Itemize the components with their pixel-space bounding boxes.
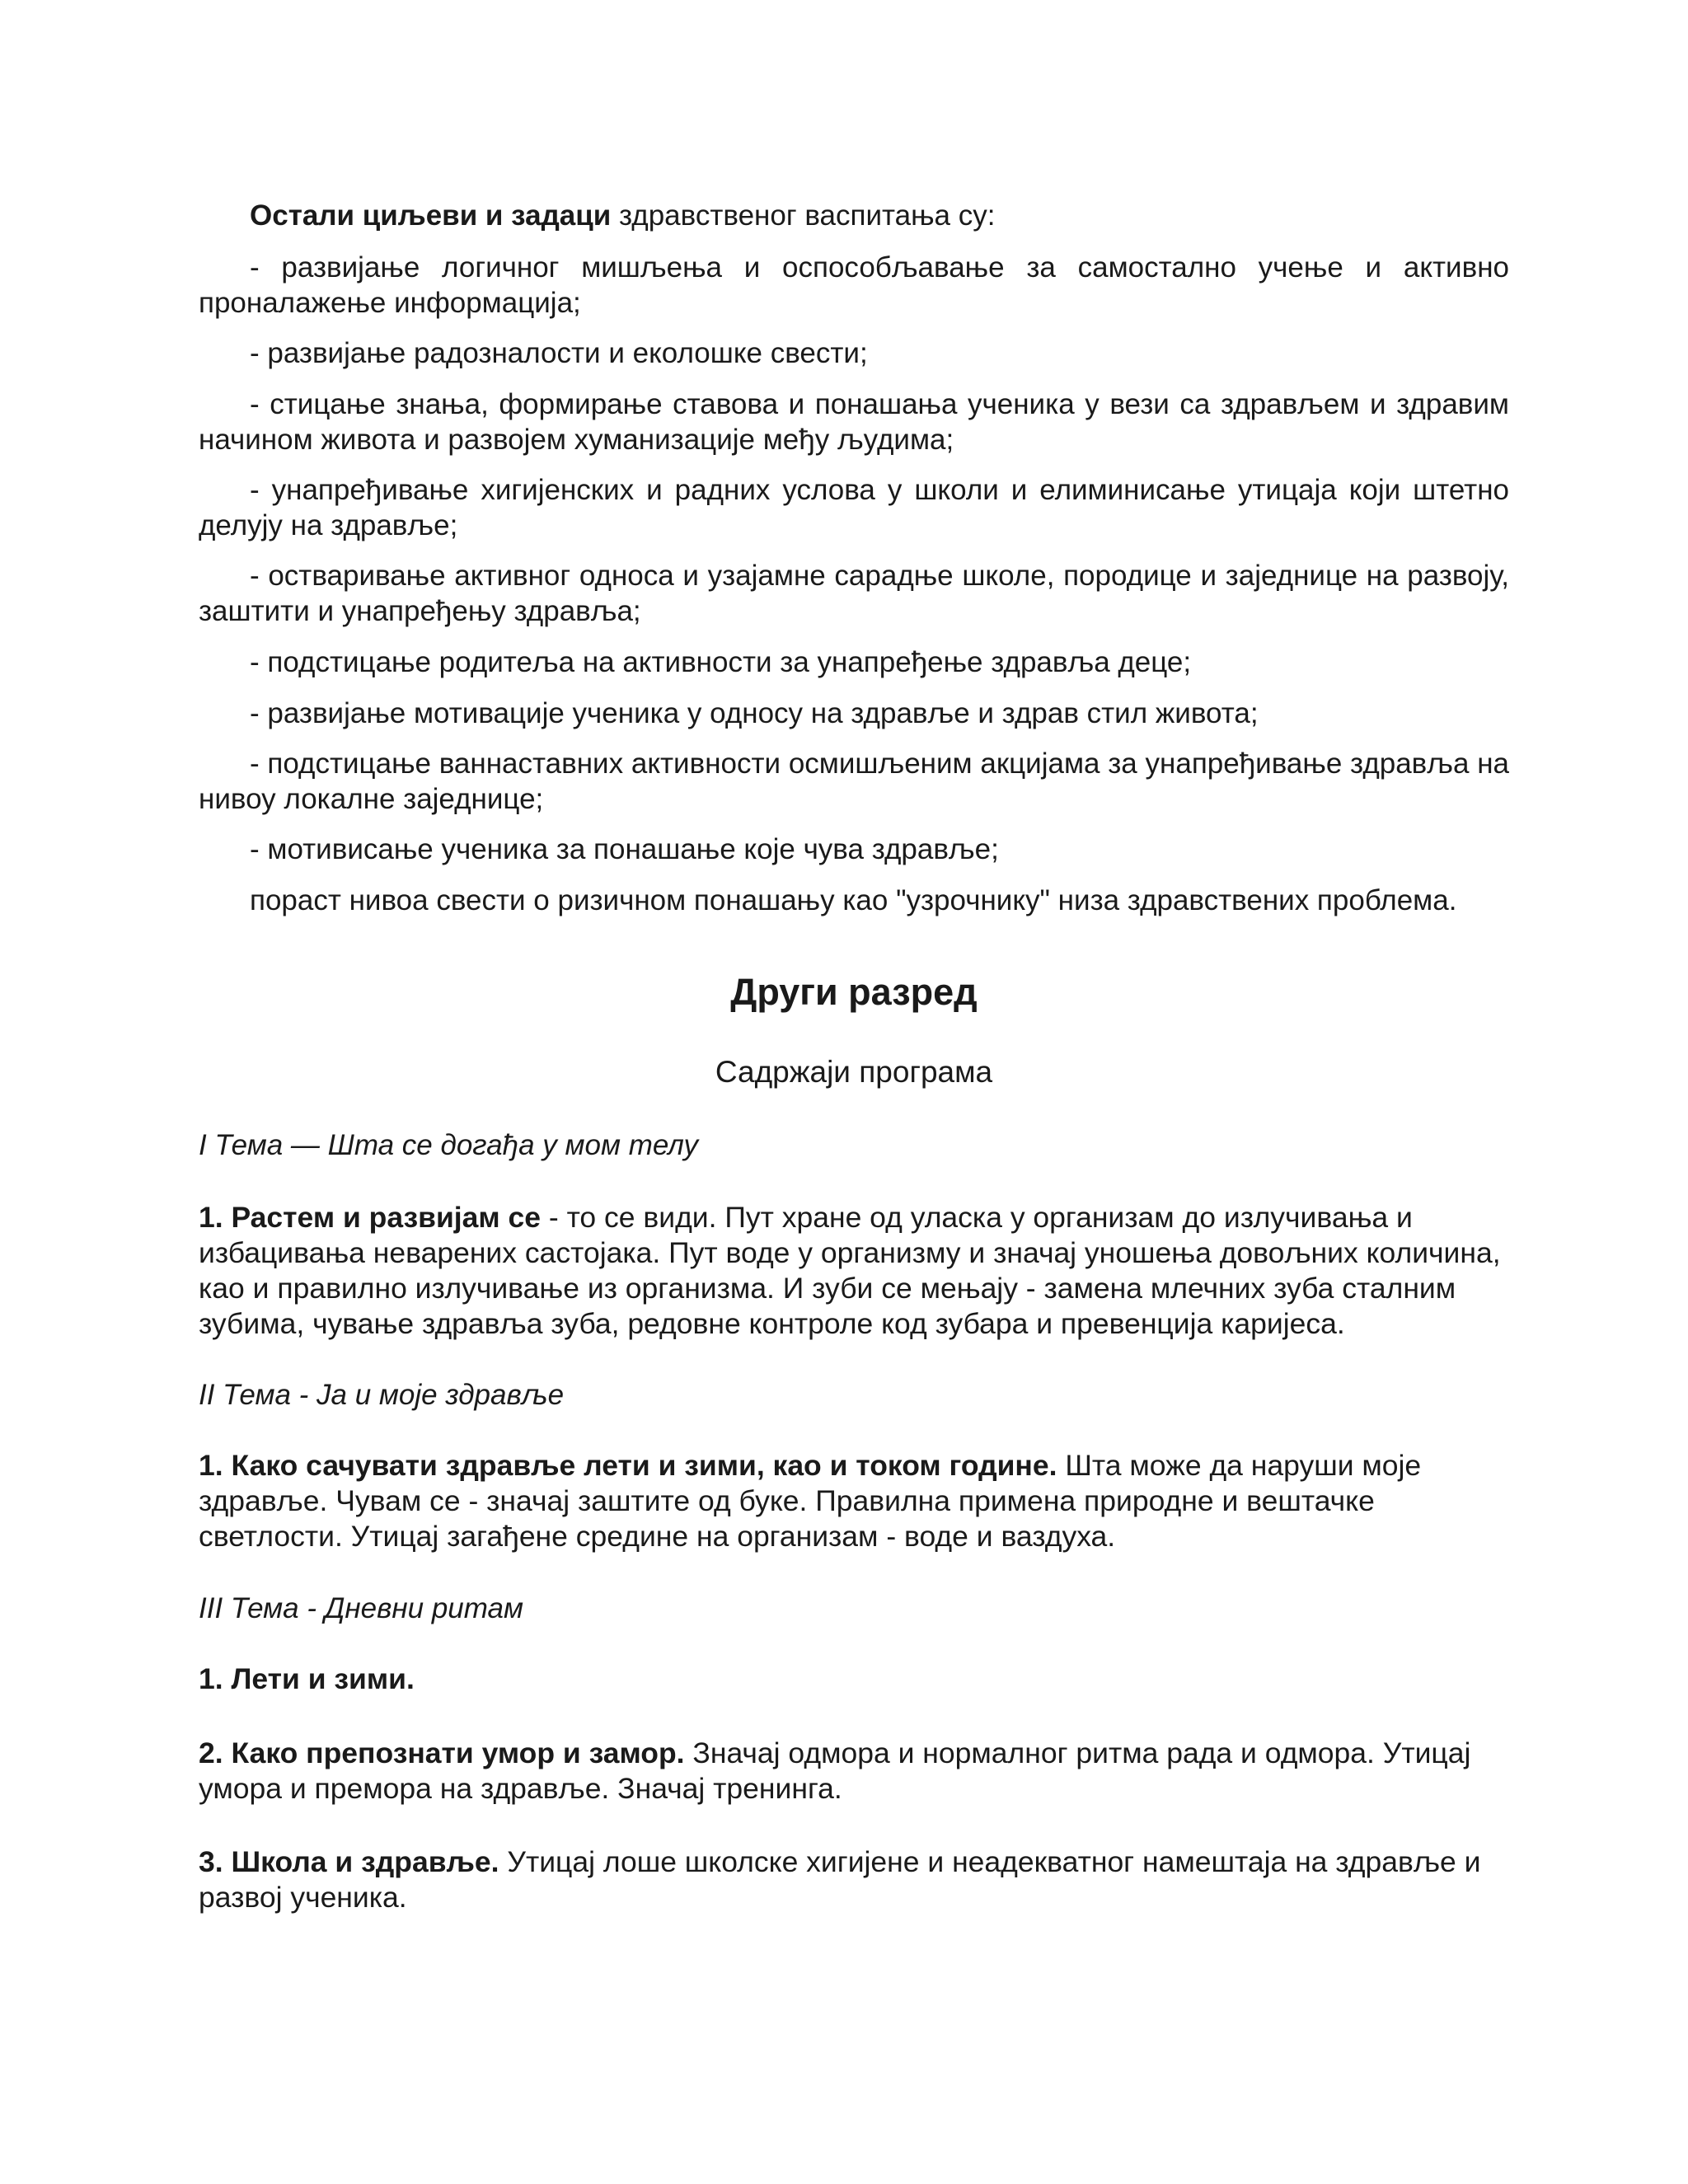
goal-item: пораст нивоа свести о ризичном понашању као "узрочнику" низа здравствених проблема. bbox=[250, 884, 1457, 916]
theme-heading: III Тема - Дневни ритам bbox=[199, 1592, 523, 1624]
theme-item-bold: 2. Како препознати умор и замор. bbox=[199, 1736, 685, 1769]
section-subtitle: Садржаји програма bbox=[715, 1055, 993, 1089]
theme-item-bold: 3. Школа и здравље. bbox=[199, 1845, 499, 1878]
goals-intro-bold: Остали циљеви и задаци bbox=[250, 199, 612, 232]
theme-item bbox=[199, 1200, 1509, 1342]
goal-item: - развијање радозналости и еколошке свести; bbox=[250, 337, 868, 369]
goal-item: - мотивисање ученика за понашање које чува здравље; bbox=[250, 833, 999, 865]
goals-intro bbox=[199, 198, 1509, 233]
goal-item: - развијање мотивације ученика у односу на здравље и здрав стил живота; bbox=[250, 697, 1259, 729]
goals-intro-rest: здравственог васпитања су: bbox=[611, 199, 996, 232]
theme-item-text: - то се види. Пут хране од уласка у организам до излучивања и избацивања неварених састојака. Пут воде у организму и значај уношења довољних количина, као и правилно излучивање из организма. И зуби се мењају - замена млечних зуба сталним зубима, чување здравља зуба, редовне контроле код зубара и превенција каријеса. bbox=[199, 1201, 1501, 1340]
theme-item bbox=[199, 1448, 1509, 1554]
theme-item-text: Шта може да наруши моје здравље. Чувам се - значај заштите од буке. Правилна примена природне и вештачке светлости. Утицај загађене средине на организам - воде и ваздуха. bbox=[199, 1449, 1422, 1553]
theme-item-text: Значај одмора и нормалног ритма рада и одмора. Утицај умора и премора на здравље. Значај тренинга. bbox=[199, 1736, 1471, 1805]
theme-item-bold: 1. Како сачувати здравље лети и зими, као и током године. bbox=[199, 1449, 1057, 1482]
goal-item: - стицање знања, формирање ставова и понашања ученика у вези са здрављем и здравим начином живота и развојем хуманизације међу људима; bbox=[199, 388, 1509, 456]
theme-item-bold: 1. Растем и развијам се bbox=[199, 1201, 542, 1234]
goal-item: - остваривање активног односа и узајамне сарадње школе, породице и заједнице на развоју, заштити и унапређењу здравља; bbox=[199, 560, 1509, 627]
theme-heading: II Тема - Ја и моје здравље bbox=[199, 1379, 565, 1411]
goal-item: - унапређивање хигијенских и радних услова у школи и елиминисање утицаја који штетно делују на здравље; bbox=[199, 474, 1509, 541]
section-title: Други разред bbox=[730, 971, 978, 1013]
theme-item-text: Утицај лоше школске хигијене и неадекватног намештаја на здравље и развој ученика. bbox=[199, 1845, 1481, 1914]
theme-item bbox=[199, 1736, 1509, 1807]
goal-item: - подстицање ваннаставних активности осмишљеним акцијама за унапређивање здравља на нивоу локалне заједнице; bbox=[199, 748, 1509, 815]
theme-heading: I Тема — Шта се догађа у мом телу bbox=[199, 1129, 699, 1161]
theme-item bbox=[199, 1661, 1509, 1697]
goal-item: - развијање логичног мишљења и оспособљавање за самостално учење и активно проналажење информација; bbox=[199, 251, 1509, 319]
goals-section bbox=[199, 198, 1509, 918]
goal-item: - подстицање родитеља на активности за унапређење здравља деце; bbox=[250, 646, 1192, 678]
theme-item bbox=[199, 1844, 1509, 1915]
theme-item-bold: 1. Лети и зими. bbox=[199, 1662, 415, 1695]
